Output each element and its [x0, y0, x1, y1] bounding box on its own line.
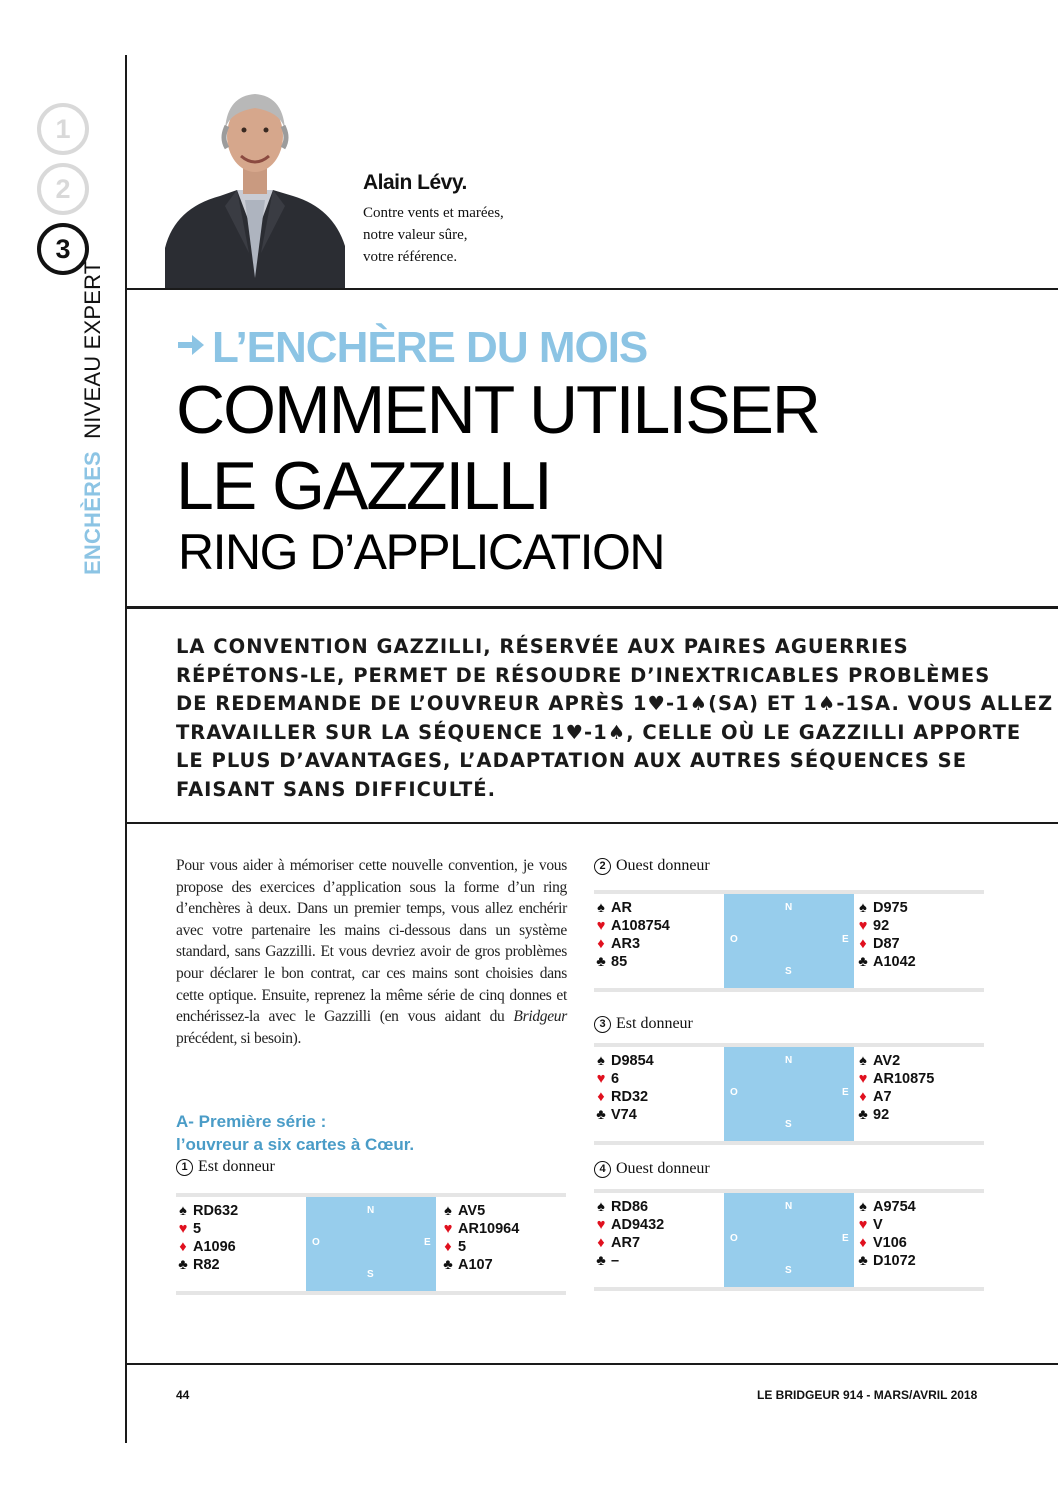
club-icon: ♣ [443, 1257, 453, 1273]
title-rule-top [125, 288, 1058, 290]
compass-east: E [842, 1087, 849, 1098]
heart-icon: ♥ [596, 1217, 606, 1233]
section-label [80, 261, 106, 575]
compass-east: E [842, 1233, 849, 1244]
compass-west: O [730, 1087, 738, 1098]
diamond-icon: ♦ [597, 1235, 605, 1251]
diamond-icon: ♦ [859, 936, 867, 952]
diamond-icon: ♦ [597, 936, 605, 952]
author-name: Alain Lévy. [363, 171, 467, 194]
east-hand: ♠ A9754 ♥ V ♦ V106 ♣ D1072 [856, 1198, 916, 1270]
diamond-icon: ♦ [179, 1239, 187, 1255]
club-icon: ♣ [858, 1253, 868, 1269]
deal-2-diagram [594, 890, 984, 992]
level-step-2: 2 [37, 163, 89, 215]
level-step-3: 3 [37, 223, 89, 275]
east-hand: ♠ AV2 ♥ AR10875 ♦ A7 ♣ 92 [856, 1052, 934, 1124]
heart-icon: ♥ [858, 1217, 868, 1233]
intro-line: LA CONVENTION GAZZILLI, RÉSERVÉE AUX PAIRES AGUERRIES [176, 635, 909, 658]
compass-south: S [785, 966, 792, 977]
intro-line: FAISANT SANS DIFFICULTÉ. [176, 777, 496, 801]
heart-icon: ♥ [178, 1221, 188, 1237]
heart-icon: ♥ [443, 1221, 453, 1237]
page-subtitle: RING D’APPLICATION [178, 524, 665, 580]
spade-icon: ♠ [597, 1053, 605, 1069]
spade-icon: ♠ [859, 1053, 867, 1069]
body-paragraph: Pour vous aider à mémoriser cette nouvelle convention, je vous propose des exercices d’application sous la forme d’un ring d’enchères à deux. Dans un premier temps, vous allez enchérir avec votre partenaire les mains ci-dessous dans un système standard, sans Gazzilli. Et vous devriez avoir de gros problèmes pour déclarer le bon contrat, car ces mains sont choisies dans cette optique. Ensuite, reprenez la même série de cinq donnes et enchérissez-la avec le Gazzilli (en vous aidant du Bridgeur précédent, si besoin). [176, 857, 567, 1047]
compass-table [724, 894, 854, 988]
club-icon: ♣ [596, 1253, 606, 1269]
intro-line: RÉPÉTONS-LE, PERMET DE RÉSOUDRE D’INEXTRICABLES PROBLÈMES [176, 663, 991, 687]
diamond-icon: ♦ [444, 1239, 452, 1255]
level-label: NIVEAU EXPERT [80, 260, 105, 439]
footer-rule [125, 1363, 1058, 1365]
east-hand: ♠ AV5 ♥ AR10964 ♦ 5 ♣ A107 [441, 1202, 519, 1274]
margin-rule [125, 55, 127, 1443]
diamond-icon: ♦ [859, 1089, 867, 1105]
compass-north: N [367, 1205, 375, 1216]
heart-icon: ♥ [858, 1071, 868, 1087]
deal-3-diagram [594, 1043, 984, 1145]
club-icon: ♣ [596, 954, 606, 970]
diamond-icon: ♦ [859, 1235, 867, 1251]
club-icon: ♣ [178, 1257, 188, 1273]
compass-west: O [312, 1237, 320, 1248]
title-rule-bottom [125, 606, 1058, 609]
west-hand: ♠ RD86 ♥ AD9432 ♦ AR7 ♣ – [594, 1198, 664, 1270]
compass-south: S [785, 1265, 792, 1276]
compass-east: E [842, 934, 849, 945]
spade-icon: ♠ [179, 1203, 187, 1219]
intro-line: TRAVAILLER SUR LA SÉQUENCE 1♥-1♠, CELLE OÙ LE GAZZILLI APPORTE [176, 720, 1022, 744]
east-hand: ♠ D975 ♥ 92 ♦ D87 ♣ A1042 [856, 899, 916, 971]
compass-north: N [785, 902, 793, 913]
compass-south: S [367, 1269, 374, 1280]
category-label: ENCHÈRES [80, 451, 105, 575]
spade-icon: ♠ [859, 900, 867, 916]
deal-number: 1 [176, 1159, 193, 1176]
compass-west: O [730, 1233, 738, 1244]
compass-south: S [785, 1119, 792, 1130]
spade-icon: ♠ [859, 1199, 867, 1215]
deal-1-label: 1 Est donneur [176, 1158, 275, 1176]
level-step-1: 1 [37, 103, 89, 155]
author-photo [165, 78, 345, 288]
heart-icon: ♥ [858, 918, 868, 934]
west-hand: ♠ D9854 ♥ 6 ♦ RD32 ♣ V74 [594, 1052, 654, 1124]
intro-rule [125, 822, 1058, 824]
deal-number: 4 [594, 1161, 611, 1178]
compass-west: O [730, 934, 738, 945]
spade-icon: ♠ [597, 900, 605, 916]
intro-line: LE PLUS D’AVANTAGES, L’ADAPTATION AUX AUTRES SÉQUENCES SE [176, 749, 968, 772]
diamond-icon: ♦ [597, 1089, 605, 1105]
intro-paragraph [176, 633, 1054, 804]
compass-table [724, 1193, 854, 1287]
spade-icon: ♠ [444, 1203, 452, 1219]
compass-north: N [785, 1201, 793, 1212]
west-hand: ♠ RD632 ♥ 5 ♦ A1096 ♣ R82 [176, 1202, 238, 1274]
compass-table [306, 1197, 436, 1291]
heart-icon: ♥ [596, 918, 606, 934]
series-heading: A- Première série : l’ouvreur a six cartes à Cœur. [176, 1112, 415, 1154]
kicker [176, 323, 647, 373]
deal-number: 2 [594, 858, 611, 875]
deal-4-label: 4 Ouest donneur [594, 1160, 710, 1178]
publication-info: LE BRIDGEUR 914 - MARS/AVRIL 2018 [757, 1388, 978, 1402]
spade-icon: ♠ [597, 1199, 605, 1215]
arrow-right-icon [176, 332, 206, 358]
compass-north: N [785, 1055, 793, 1066]
deal-1-diagram [176, 1193, 566, 1295]
deal-2-label: 2 Ouest donneur [594, 857, 710, 875]
page-title: COMMENT UTILISER LE GAZZILLI [176, 372, 820, 524]
deal-number: 3 [594, 1016, 611, 1033]
club-icon: ♣ [858, 954, 868, 970]
deal-3-label: 3 Est donneur [594, 1015, 693, 1033]
club-icon: ♣ [858, 1107, 868, 1123]
page-number: 44 [176, 1388, 190, 1402]
intro-line: DE REDEMANDE DE L’OUVREUR APRÈS 1♥-1♠(SA) ET 1♠-1SA. VOUS ALLEZ [176, 692, 1054, 715]
west-hand: ♠ AR ♥ A108754 ♦ AR3 ♣ 85 [594, 899, 670, 971]
club-icon: ♣ [596, 1107, 606, 1123]
kicker-text: L’ENCHÈRE DU MOIS [212, 323, 648, 372]
heart-icon: ♥ [596, 1071, 606, 1087]
compass-east: E [424, 1237, 431, 1248]
author-tagline: Contre vents et marées, notre valeur sûre, votre référence. [363, 205, 504, 265]
compass-table [724, 1047, 854, 1141]
deal-4-diagram [594, 1189, 984, 1291]
